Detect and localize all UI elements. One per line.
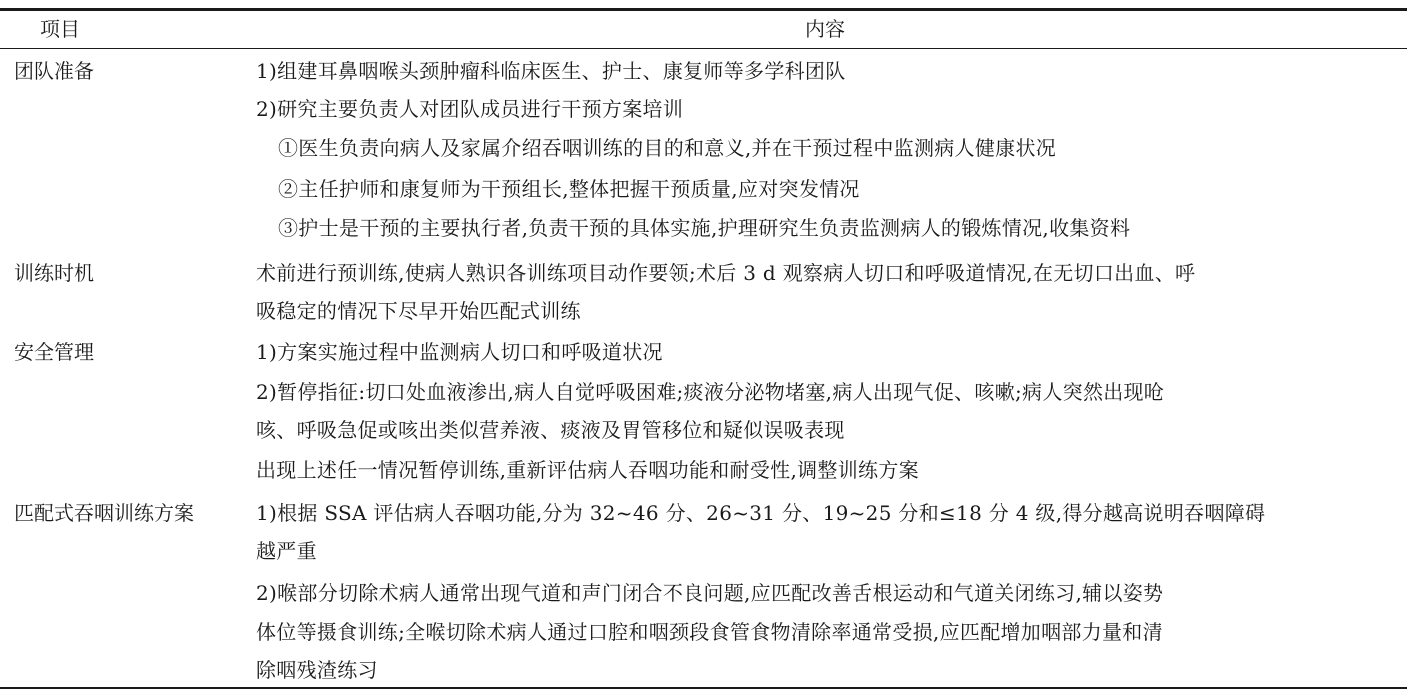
row-line: 出现上述任一情况暂停训练,重新评估病人吞咽功能和耐受性,调整训练方案 — [256, 458, 919, 482]
row-line: 除咽残渣练习 — [256, 658, 378, 682]
table-header-rule — [0, 48, 1407, 49]
row-line: ②主任护师和康复师为干预组长,整体把握干预质量,应对突发情况 — [278, 177, 860, 201]
row-line: 1)方案实施过程中监测病人切口和呼吸道状况 — [256, 340, 663, 364]
row-line: 2)暂停指征:切口处血液渗出,病人自觉呼吸困难;痰液分泌物堵塞,病人出现气促、咳嗽;病人突然出现呛 — [256, 380, 1165, 404]
row-line: 越严重 — [256, 539, 317, 563]
row-category-timing: 训练时机 — [14, 261, 94, 285]
row-line: ③护士是干预的主要执行者,负责干预的具体实施,护理研究生负责监测病人的锻炼情况,收集资料 — [278, 216, 1131, 240]
row-line: 2)喉部分切除术病人通常出现气道和声门闭合不良问题,应匹配改善舌根运动和气道关闭练习,辅以姿势 — [256, 581, 1164, 605]
row-line: 咳、呼吸急促或咳出类似营养液、痰液及胃管移位和疑似误吸表现 — [256, 418, 845, 442]
row-line: ①医生负责向病人及家属介绍吞咽训练的目的和意义,并在干预过程中监测病人健康状况 — [278, 136, 1057, 160]
table-top-rule — [0, 8, 1407, 11]
row-category-team-prep: 团队准备 — [14, 59, 94, 83]
table-bottom-rule — [0, 687, 1407, 689]
row-line: 1)根据 SSA 评估病人吞咽功能,分为 32~46 分、26~31 分、19~25 分和≤18 分 4 级,得分越高说明吞咽障碍 — [256, 501, 1266, 525]
row-line: 术前进行预训练,使病人熟识各训练项目动作要领;术后 3 d 观察病人切口和呼吸道情况,在无切口出血、呼 — [256, 261, 1196, 285]
row-category-safety: 安全管理 — [14, 340, 94, 364]
row-line: 2)研究主要负责人对团队成员进行干预方案培训 — [256, 97, 684, 121]
row-category-swallow-plan: 匹配式吞咽训练方案 — [14, 501, 194, 525]
row-line: 体位等摄食训练;全喉切除术病人通过口腔和咽颈段食管食物清除率通常受损,应匹配增加咽部力量和清 — [256, 620, 1163, 644]
header-item: 项目 — [40, 17, 80, 41]
row-line: 吸稳定的情况下尽早开始匹配式训练 — [256, 299, 581, 323]
row-line: 1)组建耳鼻咽喉头颈肿瘤科临床医生、护士、康复师等多学科团队 — [256, 59, 846, 83]
header-content: 内容 — [805, 17, 845, 41]
